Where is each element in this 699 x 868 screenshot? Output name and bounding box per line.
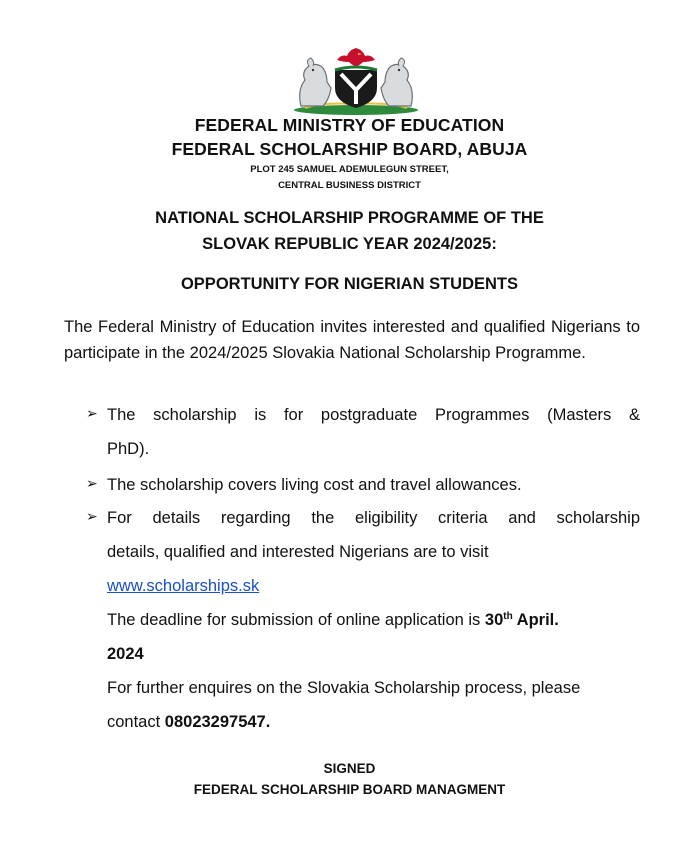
link-line — [107, 569, 640, 603]
document-subtitle: OPPORTUNITY FOR NIGERIAN STUDENTS — [180, 275, 519, 293]
nigeria-coat-of-arms-icon — [283, 42, 429, 116]
bullet-arrow-icon: ➢ — [86, 475, 98, 491]
document-title-line-1: NATIONAL SCHOLARSHIP PROGRAMME OF THE — [155, 209, 544, 227]
address-line-1: PLOT 245 SAMUEL ADEMULEGUN STREET, — [250, 164, 449, 175]
deadline-year: 2024 — [107, 645, 144, 663]
bullet-arrow-icon: ➢ — [86, 405, 98, 421]
deadline-line — [107, 603, 640, 637]
deadline-suffix: th — [503, 611, 513, 622]
document-title-line-2: SLOVAK REPUBLIC YEAR 2024/2025: — [202, 235, 497, 253]
ministry-heading: FEDERAL MINISTRY OF EDUCATION — [194, 115, 505, 135]
signatory: FEDERAL SCHOLARSHIP BOARD MANAGMENT — [193, 782, 506, 797]
deadline-year-line — [107, 637, 640, 671]
bullet-arrow-icon: ➢ — [86, 508, 98, 524]
deadline-month: April. — [512, 611, 559, 629]
enquiry-line-2 — [107, 705, 640, 739]
deadline-day: 30 — [484, 611, 504, 629]
intro-paragraph: The Federal Ministry of Education invites interested and qualified Nigerians to participate in the 2024/2025 Slovakia National Scholarship Programme. — [64, 318, 640, 362]
address-line-2: CENTRAL BUSINESS DISTRICT — [278, 180, 421, 191]
enquiry-line-1: For further enquires on the Slovakia Scholarship process, please — [107, 679, 581, 697]
bullet-3-line-2: details, qualified and interested Nigerians are to visit — [107, 543, 489, 561]
signed-label: SIGNED — [323, 761, 376, 776]
bullet-2-text: The scholarship covers living cost and travel allowances. — [107, 476, 522, 494]
bullet-3-line-1: For details regarding the eligibility criteria and scholarship — [107, 509, 640, 527]
scholarships-website-link[interactable]: www.scholarships.sk — [107, 577, 260, 595]
deadline-text: The deadline for submission of online application is — [107, 611, 485, 629]
board-heading: FEDERAL SCHOLARSHIP BOARD, ABUJA — [171, 139, 528, 159]
contact-prefix: contact — [107, 713, 165, 731]
bullet-1-line-1: The scholarship is for postgraduate Programmes (Masters & — [107, 406, 640, 424]
bullet-1-line-2: PhD). — [107, 440, 150, 458]
contact-phone: 08023297547. — [164, 713, 271, 731]
